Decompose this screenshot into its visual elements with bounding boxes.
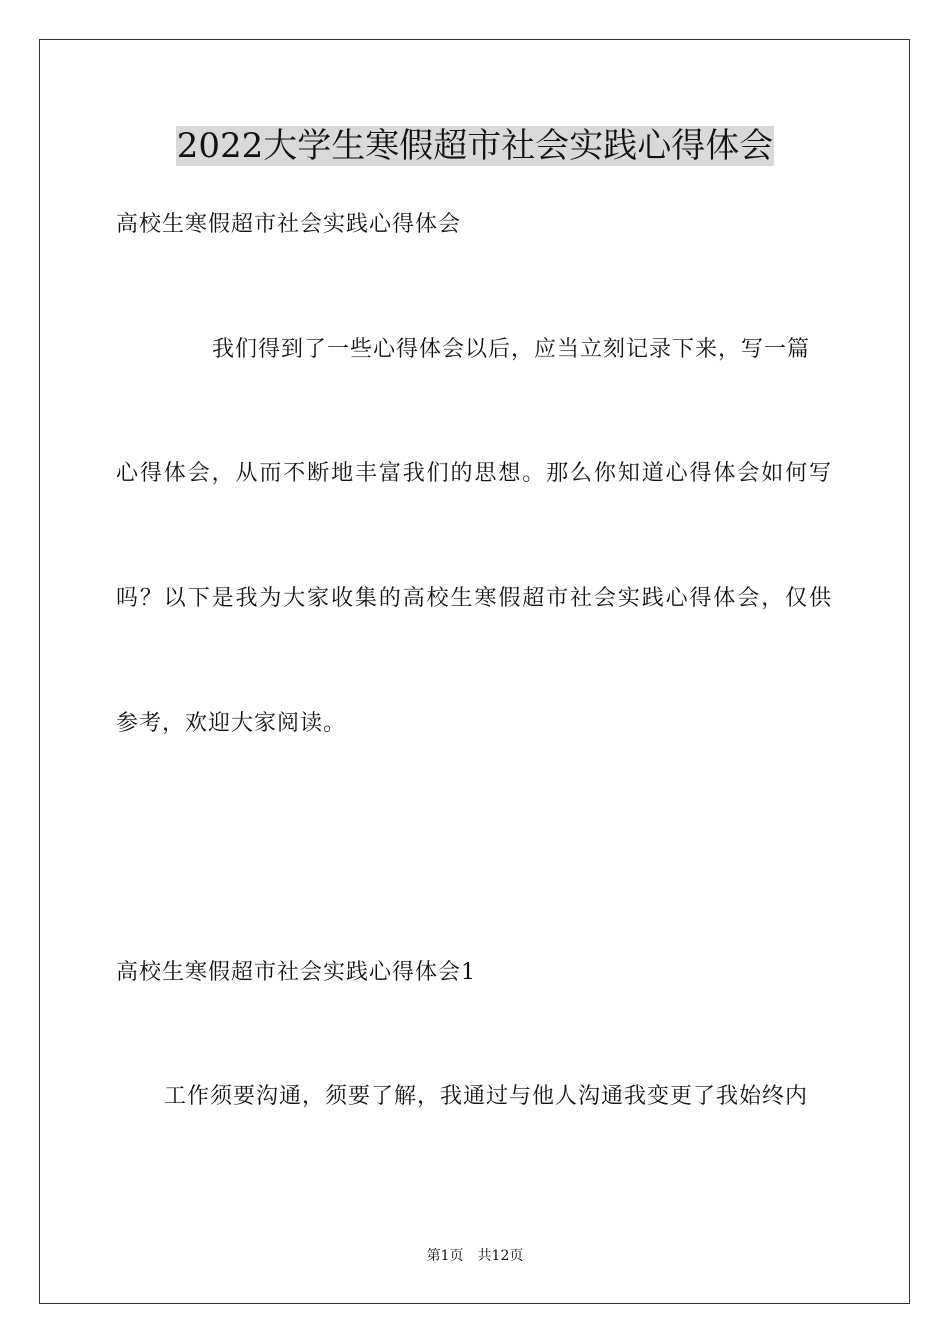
page-number-total: 共12页 bbox=[477, 1248, 524, 1264]
document-title-text: 2022大学生寒假超市社会实践心得体会 bbox=[176, 126, 774, 166]
intro-line-4: 参考，欢迎大家阅读。 bbox=[116, 711, 347, 736]
intro-line-2: 心得体会，从而不断地丰富我们的思想。那么你知道心得体会如何写 bbox=[116, 461, 832, 486]
section-first-line: 工作须要沟通，须要了解，我通过与他人沟通我变更了我始终内 bbox=[164, 1084, 809, 1109]
page-number-current: 第1页 bbox=[426, 1248, 464, 1264]
intro-line-3: 吗？以下是我为大家收集的高校生寒假超市社会实践心得体会，仅供 bbox=[116, 586, 832, 611]
document-subtitle: 高校生寒假超市社会实践心得体会 bbox=[116, 212, 462, 237]
intro-line-1: 我们得到了一些心得体会以后，应当立刻记录下来，写一篇 bbox=[212, 337, 811, 362]
document-title bbox=[0, 122, 950, 170]
page-footer bbox=[0, 1246, 950, 1266]
section-heading: 高校生寒假超市社会实践心得体会1 bbox=[116, 960, 476, 985]
